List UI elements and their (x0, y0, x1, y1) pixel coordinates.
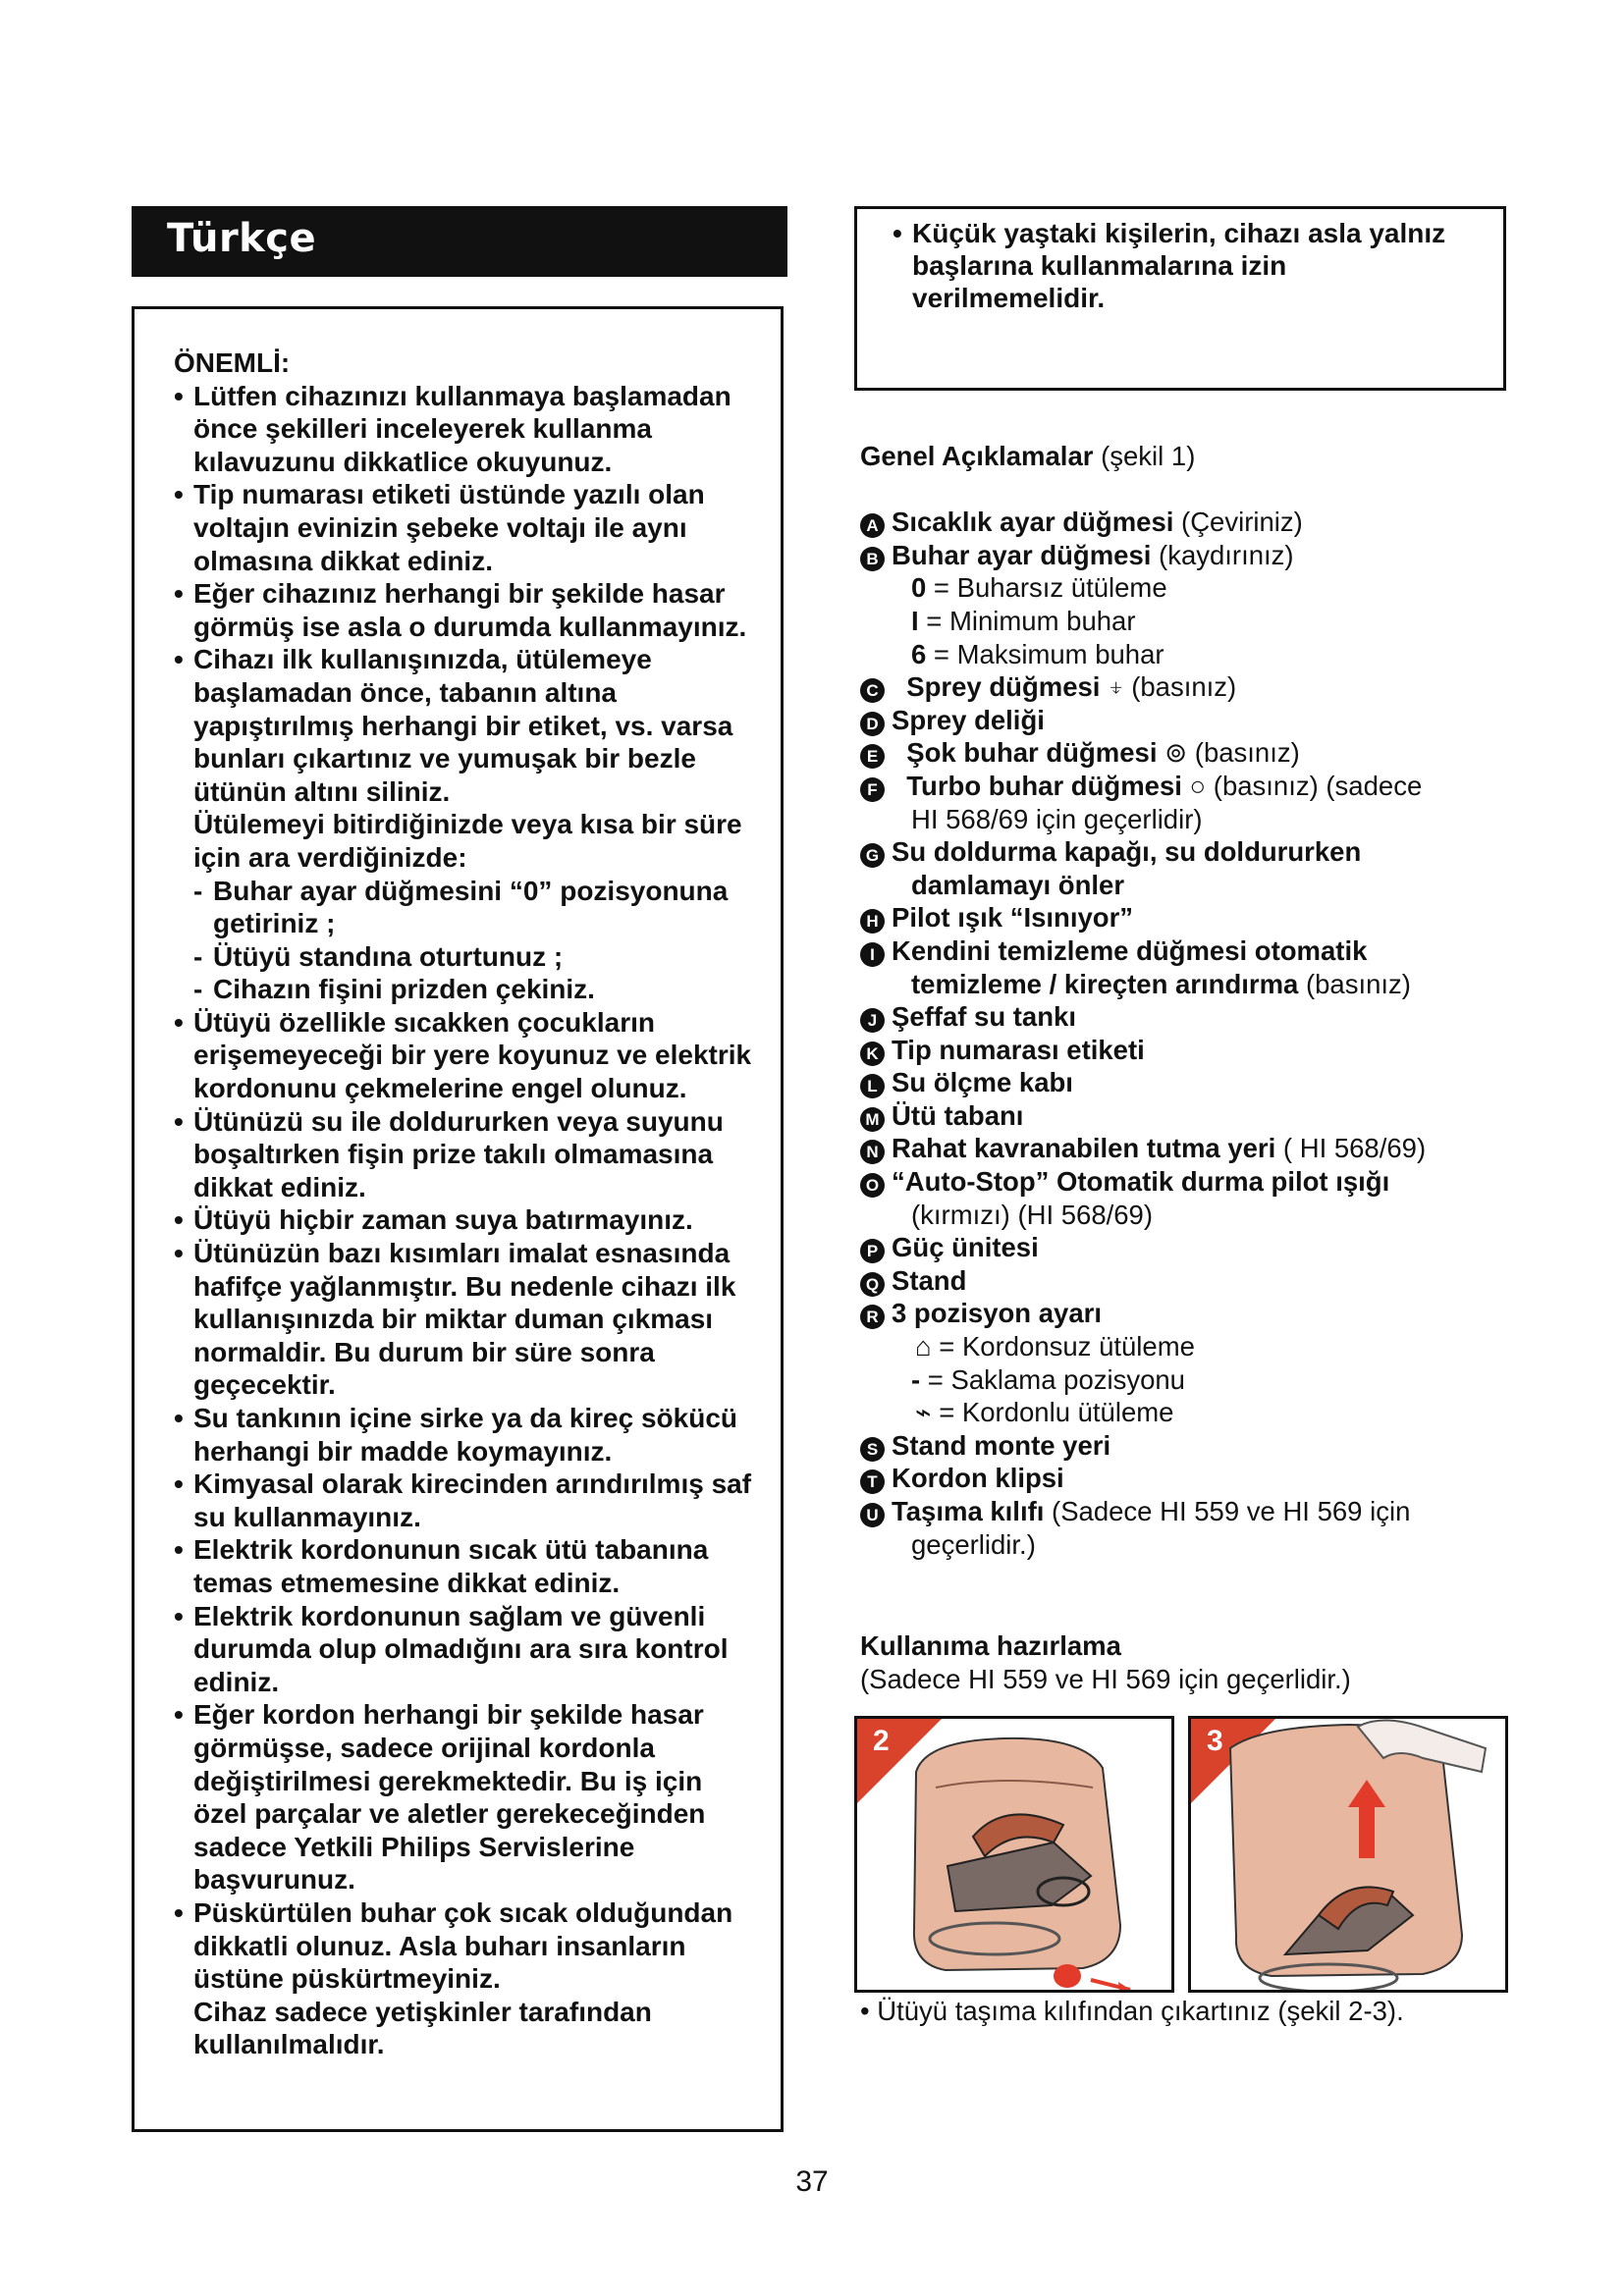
list-item: • Eğer cihazınız herhangi bir şekilde hasar görmüş ise asla o durumda kullanmayınız. (174, 578, 747, 642)
figure-caption: • Ütüyü taşıma kılıfından çıkartınız (şekil 2-3). (860, 1996, 1404, 2026)
part-f: F Turbo buhar düğmesi ○ (basınız) (sadece (860, 770, 1508, 803)
list-item: • Ütüyü özellikle sıcakken çocukların erişemeyeceği bir yere koyunuz ve elektrik kordonunu çekmelerine engel olunuz. (174, 1006, 752, 1104)
part-n: N Rahat kavranabilen tutma yeri ( HI 568/69) (860, 1132, 1508, 1165)
cordless-icon: ⌂ (915, 1331, 932, 1362)
position-setting-corded: ⌁ = Kordonlu ütüleme (915, 1397, 1174, 1428)
dash-item: - Ütüyü standına oturtunuz ; (193, 940, 564, 972)
part-r: R 3 pozisyon ayarı (860, 1297, 1508, 1330)
list-item: • Kimyasal olarak kirecinden arındırılmış saf su kullanmayınız. (174, 1468, 752, 1532)
part-g-cont: damlamayı önler (911, 869, 1125, 900)
part-m: M Ütü tabanı (860, 1099, 1508, 1133)
after-ironing-text: Ütülemeyi bitirdiğinizde veya kısa bir süre için ara verdiğinizde: (193, 809, 742, 873)
letter-badge: Q (860, 1272, 885, 1297)
letter-badge: J (860, 1008, 885, 1033)
steam-setting-0: 0 = Buharsız ütüleme (911, 572, 1167, 604)
part-s: S Stand monte yeri (860, 1429, 1508, 1463)
preparation-note: (Sadece HI 559 ve HI 569 için geçerlidir.) (860, 1663, 1351, 1694)
letter-badge: O (860, 1173, 885, 1198)
list-item: • Lütfen cihazınızı kullanmaya başlamadan önce şekilleri inceleyerek kullanma kılavuzunu dikkatlice okuyunuz. (174, 380, 731, 477)
steam-setting-1: I = Minimum buhar (911, 605, 1136, 636)
list-item: • Elektrik kordonunun sağlam ve güvenli durumda olup olmadığını ara sıra kontrol ediniz. (174, 1600, 729, 1697)
child-warning-box (854, 206, 1506, 391)
figure-2 (854, 1716, 1174, 1993)
list-item: • Ütünüzü su ile doldururken veya suyunu boşaltırken fişin prize takılı olmamasına dikkat ediniz. (174, 1105, 724, 1202)
part-g: G Su doldurma kapağı, su doldururken (860, 835, 1508, 869)
part-l: L Su ölçme kabı (860, 1066, 1508, 1099)
part-o-cont: (kırmızı) (HI 568/69) (911, 1199, 1154, 1230)
page-number: 37 (795, 2165, 829, 2198)
part-h: H Pilot ışık “Isınıyor” (860, 901, 1508, 934)
letter-badge: R (860, 1305, 885, 1329)
letter-badge: I (860, 942, 885, 967)
general-title: Genel Açıklamalar (şekil 1) (860, 441, 1196, 471)
part-c: C Sprey düğmesi ⍖ (basınız) (860, 670, 1508, 704)
list-item: • Ütüyü hiçbir zaman suya batırmayınız. (174, 1204, 693, 1236)
list-item: • Tip numarası etiketi üstünde yazılı olan voltajın evinizin şebeke voltajı ile aynı olmasına dikkat ediniz. (174, 479, 705, 576)
part-e: E Şok buhar düğmesi ⊚ (basınız) (860, 736, 1508, 770)
position-setting-storage: - = Saklama pozisyonu (911, 1363, 1185, 1395)
position-setting-cordless: ⌂ = Kordonsuz ütüleme (915, 1331, 1195, 1362)
language-header (132, 206, 787, 277)
letter-badge: D (860, 712, 885, 736)
letter-badge: K (860, 1041, 885, 1066)
part-t: T Kordon klipsi (860, 1462, 1508, 1495)
child-warning-content (893, 217, 1484, 314)
part-f-cont: HI 568/69 için geçerlidir) (911, 803, 1203, 834)
steam-setting-6: 6 = Maksimum buhar (911, 638, 1164, 669)
letter-badge: L (860, 1074, 885, 1098)
letter-badge: T (860, 1469, 885, 1494)
part-k: K Tip numarası etiketi (860, 1034, 1508, 1067)
preparation-title: Kullanıma hazırlama (860, 1630, 1121, 1661)
part-o: O “Auto-Stop” Otomatik durma pilot ışığı (860, 1165, 1508, 1199)
figure-2-illustration (857, 1719, 1174, 1993)
list-item: • Ütünüzün bazı kısımları imalat esnasında hafifçe yağlanmıştır. Bu nedenle cihazı ilk kullanışınızda bir miktar duman çıkması normaldir. Bu durum bir süre sonra geçecektir. (174, 1238, 736, 1401)
figure-3 (1188, 1716, 1508, 1993)
letter-badge: N (860, 1140, 885, 1164)
part-d: D Sprey deliği (860, 704, 1508, 737)
letter-badge: H (860, 909, 885, 934)
letter-badge: M (860, 1107, 885, 1132)
letter-badge: B (860, 547, 885, 571)
letter-badge: E (860, 744, 885, 769)
part-q: Q Stand (860, 1264, 1508, 1298)
part-p: P Güç ünitesi (860, 1231, 1508, 1264)
dash-item: - Cihazın fişini prizden çekiniz. (193, 974, 595, 1005)
letter-badge: U (860, 1503, 885, 1527)
corded-icon: ⌁ (915, 1397, 932, 1428)
part-i-cont: temizleme / kireçten arındırma (basınız) (911, 968, 1411, 999)
list-item: • Cihazı ilk kullanışınızda, ütülemeye başlamadan önce, tabanın altına yapıştırılmış herhangi bir etiket, vs. varsa bunları çıkartınız ve yumuşak bir bezle ütünün altını siliniz. (174, 644, 733, 807)
list-item: • Su tankının içine sirke ya da kireç sökücü herhangi bir madde koymayınız. (174, 1403, 738, 1467)
letter-badge: F (860, 777, 885, 802)
part-u-cont: geçerlidir.) (911, 1528, 1036, 1560)
important-title: ÖNEMLİ: (174, 347, 291, 378)
figure-number: 2 (873, 1725, 890, 1757)
part-i: I Kendini temizleme düğmesi otomatik (860, 934, 1508, 968)
part-b: B Buhar ayar düğmesi (kaydırınız) (860, 539, 1508, 572)
adults-only-text: Cihaz sadece yetişkinler tarafından kullanılmalıdır. (193, 1996, 652, 2060)
part-a: A Sıcaklık ayar düğmesi (Çeviriniz) (860, 506, 1508, 539)
important-content (174, 347, 753, 2061)
list-item: • Püskürtülen buhar çok sıcak olduğundan dikkatli olunuz. Asla buharı insanların üstüne püskürtmeyiniz. (174, 1896, 733, 1995)
figure-3-illustration (1191, 1719, 1508, 1993)
language-title: Türkçe (167, 216, 317, 261)
part-u: U Taşıma kılıfı (Sadece HI 559 ve HI 569 için (860, 1495, 1508, 1528)
list-item: • Eğer kordon herhangi bir şekilde hasar görmüşse, sadece orijinal kordonla değiştirilmesi gerekmektedir. Bu iş için özel parçalar ve aletler gerekeceğinden sadece Yetkili Philips Servislerine başvurunuz. (174, 1699, 706, 1896)
dash-item: - Buhar ayar düğmesini “0” pozisyonuna getiriniz ; (193, 875, 729, 939)
list-item: • Elektrik kordonunun sıcak ütü tabanına temas etmemesine dikkat ediniz. (174, 1534, 709, 1598)
figure-number: 3 (1207, 1725, 1223, 1757)
letter-badge: P (860, 1239, 885, 1263)
letter-badge: A (860, 513, 885, 538)
list-item: • Küçük yaştaki kişilerin, cihazı asla yalnız başlarına kullanmalarına izin verilmemelidir. (893, 218, 1446, 313)
part-j: J Şeffaf su tankı (860, 1000, 1508, 1034)
letter-badge: C (860, 678, 885, 703)
letter-badge: S (860, 1437, 885, 1462)
general-description (860, 440, 1508, 1561)
preparation-section (860, 1629, 1351, 1695)
important-box (132, 306, 784, 2132)
letter-badge: G (860, 843, 885, 868)
